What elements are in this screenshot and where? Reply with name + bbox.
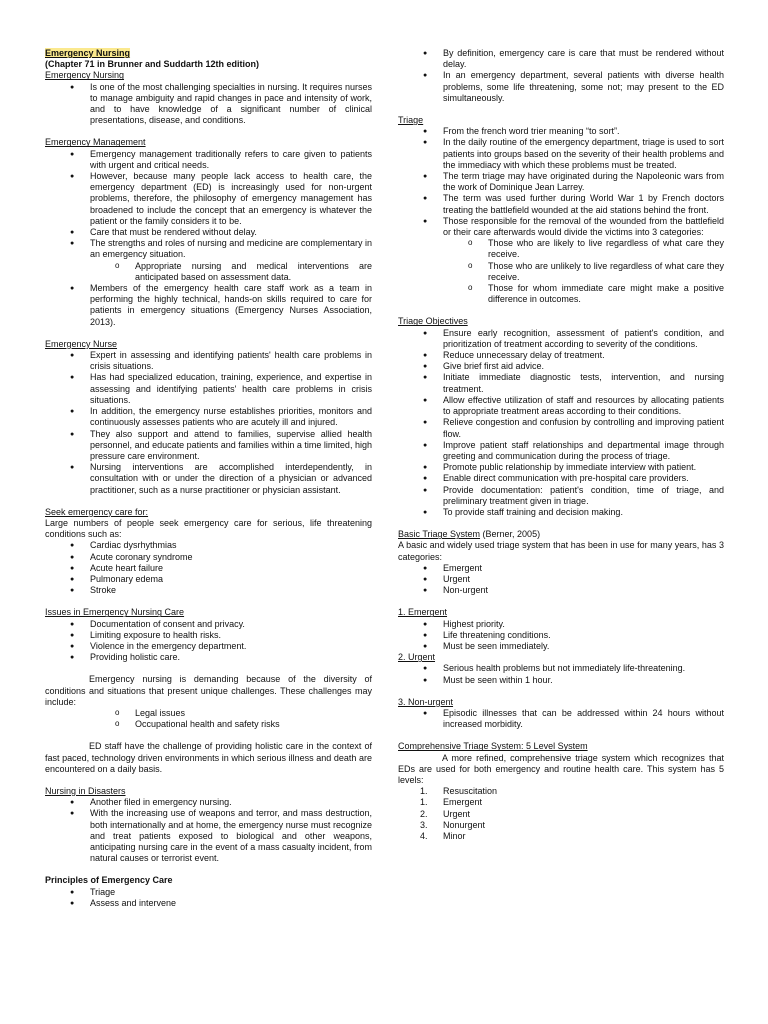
- seek-care-text: Large numbers of people seek emergency care for serious, life threatening conditions such as:: [45, 517, 372, 540]
- non-urgent-list: [398, 708, 724, 730]
- heading-emergency-management: Emergency Management: [45, 137, 146, 148]
- list-item: ● Another filed in emergency nursing.: [45, 797, 372, 808]
- list-item: ● Is one of the most challenging specialties in nursing. It requires nurses to manage ambiguity and rapid changes in pace and intensity of work, and to have knowledge of a significant number of clinical presentations, disease, and conditions.: [45, 82, 372, 127]
- list-number: 4.: [420, 831, 428, 841]
- heading-seek-care: Seek emergency care for:: [45, 506, 149, 517]
- list-item: [398, 809, 724, 820]
- heading-triage: Triage: [398, 115, 424, 126]
- list-item: ● Cardiac dysrhythmias: [45, 540, 372, 551]
- heading-disasters: Nursing in Disasters: [45, 785, 126, 796]
- list-item: ● From the french word trier meaning “to sort”.: [398, 126, 724, 137]
- sub-list-item: o Those for whom immediate care might make a positive difference in outcomes.: [398, 283, 724, 305]
- comprehensive-levels-list: [398, 786, 724, 842]
- basic-triage-text: A basic and widely used triage system that has been in use for many years, has 3 categories:: [398, 540, 724, 562]
- list-item: ● The term was used further during World War 1 by French doctors treating the battlefield wounded at the aid stations behind the front.: [398, 193, 724, 215]
- list-item: ● Emergent: [398, 563, 724, 574]
- heading-emergency-nurse: Emergency Nurse: [45, 338, 118, 349]
- heading-basic-triage: Basic Triage System: [398, 529, 481, 540]
- heading-urgent: 2. Urgent: [398, 652, 436, 663]
- issues-paragraph: Emergency nursing is demanding because of the diversity of conditions and situations that present unique challenges. These challenges may include:: [45, 674, 372, 707]
- list-item: ● However, because many people lack access to health care, the emergency department (ED) is increasingly used for non-urgent problems, therefore, the philosophy of emergency management has broadened to include the concept that an emergency is whatever the patient or the family considers it to be.: [45, 171, 372, 227]
- definition-list: [398, 48, 724, 104]
- list-item: ● Emergency management traditionally refers to care given to patients with urgent and critical needs.: [45, 149, 372, 171]
- sub-list-item: o Those who are unlikely to live regardless of what care they receive.: [398, 261, 724, 283]
- heading-comprehensive-triage: Comprehensive Triage System: 5 Level System: [398, 741, 588, 752]
- list-item: ● Must be seen within 1 hour.: [398, 675, 724, 686]
- list-item: ● Non-urgent: [398, 585, 724, 596]
- list-item: [398, 831, 724, 842]
- list-item: [398, 820, 724, 831]
- emergent-list: [398, 619, 724, 653]
- list-item: ● Promote public relationship by immediate interview with patient.: [398, 462, 724, 473]
- list-item: ● The strengths and roles of nursing and medicine are complementary in an emergency situation.: [45, 238, 372, 260]
- list-item: ● Ensure early recognition, assessment of patient's condition, and prioritization of treatment according to severity of the conditions.: [398, 328, 724, 350]
- sub-list-item: o Occupational health and safety risks: [45, 719, 372, 730]
- list-item: ● Stroke: [45, 585, 372, 596]
- list-item: [398, 797, 724, 808]
- level-label: Urgent: [443, 808, 471, 819]
- list-item: ● Acute coronary syndrome: [45, 552, 372, 563]
- triage-objectives-list: [398, 328, 724, 518]
- doc-subtitle: (Chapter 71 in Brunner and Suddarth 12th edition): [45, 59, 260, 70]
- emergency-nursing-list: [45, 82, 372, 127]
- list-item: ● In an emergency department, several patients with diverse health problems, some life threatening, some not; may present to the ED simultaneously.: [398, 70, 724, 104]
- list-number: 1.: [420, 797, 428, 808]
- emergency-management-sublist: [45, 261, 372, 283]
- seek-care-list: [45, 540, 372, 596]
- list-item: ● Triage: [45, 887, 372, 898]
- triage-list: [398, 126, 724, 238]
- list-item: ● Assess and intervene: [45, 898, 372, 909]
- list-item: ● Has had specialized education, training, experience, and expertise in assessing and identifying patients' health care problems in crisis situations.: [45, 372, 372, 406]
- emergency-nurse-list: [45, 350, 372, 496]
- list-item: ● Episodic illnesses that can be addressed within 24 hours without increased morbidity.: [398, 708, 724, 730]
- doc-title: Emergency Nursing: [45, 48, 131, 58]
- list-item: ● Allow effective utilization of staff and resources by allocating patients to appropriate treatment areas according to their conditions.: [398, 395, 724, 417]
- urgent-list: [398, 663, 724, 685]
- heading-triage-objectives: Triage Objectives: [398, 316, 468, 327]
- list-item: ● Improve patient staff relationships and departmental image through greeting and communication during the process of triage.: [398, 440, 724, 462]
- list-item: ● Pulmonary edema: [45, 574, 372, 585]
- list-item: ● Enable direct communication with pre-hospital care providers.: [398, 473, 724, 484]
- sub-list-item: o Those who are likely to live regardless of what care they receive.: [398, 238, 724, 260]
- triage-sublist: [398, 238, 724, 305]
- heading-emergent: 1. Emergent: [398, 607, 448, 618]
- list-item: ● In addition, the emergency nurse establishes priorities, monitors and continuously assesses patients who are acutely ill and injured.: [45, 406, 372, 428]
- list-number: 2.: [420, 808, 428, 819]
- list-item: ● Reduce unnecessary delay of treatment.: [398, 350, 724, 361]
- list-item: ● With the increasing use of weapons and terror, and mass destruction, both internationally and at home, the emergency nurse must recognize and treat patients exposed to biological and other weapons, anticipating nursing care in the event of a mass casualty incident, from natural causes or terrorist event.: [45, 808, 372, 864]
- list-number: 1.: [420, 786, 428, 797]
- level-label: Minor: [443, 831, 466, 841]
- list-item: ● Give brief first aid advice.: [398, 361, 724, 372]
- list-item: ● Urgent: [398, 574, 724, 585]
- list-item: ● Acute heart failure: [45, 563, 372, 574]
- sub-list-item: o Appropriate nursing and medical interventions are anticipated based on assessment data.: [45, 261, 372, 283]
- sub-list-item: o Legal issues: [45, 708, 372, 719]
- list-item: ● Highest priority.: [398, 619, 724, 630]
- level-label: Nonurgent: [443, 819, 486, 830]
- level-label: Resuscitation: [443, 786, 498, 797]
- list-item: ● Expert in assessing and identifying patients' health care problems in crisis situations.: [45, 350, 372, 372]
- issues-sublist: [45, 708, 372, 730]
- basic-triage-list: [398, 563, 724, 597]
- list-item: ● The term triage may have originated during the Napoleonic wars from the work of Dominique Jean Larrey.: [398, 171, 724, 193]
- list-number: 3.: [420, 819, 428, 830]
- list-item: ● Violence in the emergency department.: [45, 641, 372, 652]
- list-item: ● Initiate immediate diagnostic tests, intervention, and nursing treatment.: [398, 372, 724, 394]
- left-column: [45, 48, 372, 909]
- list-item: ● Care that must be rendered without delay.: [45, 227, 372, 238]
- issues-list: [45, 619, 372, 664]
- list-item: ● To provide staff training and decision making.: [398, 507, 724, 518]
- list-item: ● In the daily routine of the emergency department, triage is used to sort patients into groups based on the severity of their health problems and the immediacy with which these problems must be treated.: [398, 137, 724, 171]
- list-item: ● Members of the emergency health care staff work as a team in performing the highly technical, hands-on skills required to care for patients in emergency situations (Emergency Nurses Association, 2013).: [45, 283, 372, 328]
- level-label: Emergent: [443, 797, 483, 808]
- heading-issues: Issues in Emergency Nursing Care: [45, 607, 185, 618]
- disasters-list: [45, 797, 372, 864]
- list-item: ● They also support and attend to families, supervise allied health personnel, and educate patients and families within a time limited, high pressure care environment.: [45, 429, 372, 463]
- list-item: ● Limiting exposure to health risks.: [45, 630, 372, 641]
- list-item: [398, 786, 724, 797]
- comprehensive-triage-text: A more refined, comprehensive triage system which recognizes that EDs are used for both emergency and routine health care. This system has 5 levels:: [398, 752, 724, 785]
- list-item: ● Provide documentation: patient's condition, time of triage, and preliminary treatment given in triage.: [398, 485, 724, 507]
- principles-list: [45, 887, 372, 909]
- doc-title-line: [45, 48, 372, 59]
- emergency-management-list: [45, 149, 372, 261]
- emergency-management-list-cont: [45, 283, 372, 328]
- ed-staff-paragraph: ED staff have the challenge of providing holistic care in the context of fast paced, technology driven environments in which serious illness and death are encountered on a daily basis.: [45, 741, 372, 774]
- right-column: [398, 48, 724, 842]
- list-item: ● By definition, emergency care is care that must be rendered without delay.: [398, 48, 724, 70]
- list-item: ● Must be seen immediately.: [398, 641, 724, 652]
- list-item: ● Nursing interventions are accomplished interdependently, in consultation with or under the direction of a physician or advanced practitioner, such as a nurse practitioner or physician assistant.: [45, 462, 372, 496]
- heading-principles: Principles of Emergency Care: [45, 875, 173, 886]
- basic-triage-heading-line: [398, 529, 724, 540]
- list-item: ● Serious health problems but not immediately life-threatening.: [398, 663, 724, 674]
- list-item: ● Documentation of consent and privacy.: [45, 619, 372, 630]
- list-item: ● Relieve congestion and confusion by controlling and improving patient flow.: [398, 417, 724, 439]
- heading-emergency-nursing: Emergency Nursing: [45, 70, 125, 81]
- list-item: ● Those responsible for the removal of the wounded from the battlefield or their care afterwards would divide the victims into 3 categories:: [398, 216, 724, 238]
- list-item: ● Providing holistic care.: [45, 652, 372, 663]
- list-item: ● Life threatening conditions.: [398, 630, 724, 641]
- heading-non-urgent: 3. Non-urgent: [398, 696, 454, 707]
- basic-triage-citation: (Berner, 2005): [480, 529, 541, 540]
